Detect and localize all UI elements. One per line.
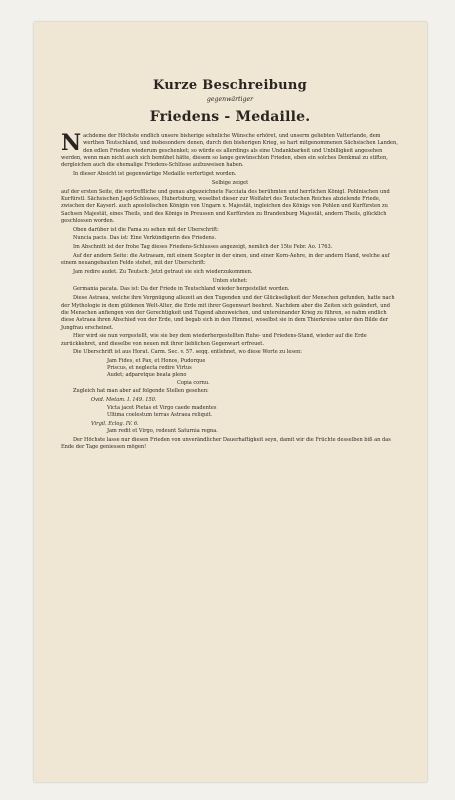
verse-line: Audet; adparetque beata pleno: [107, 372, 187, 379]
paragraph-astraea: Diese Astraea, welche ihre Vergnügung allezeit an den Tugenden und der Glückseligkeit der Menschen gefunden, hatte nach der Mythologie in dem güldenen Welt-Alter, die Erde mit ihrer Gegenwart beehret. Nachdem aber die Zeiten sich geändert, und die Menschen anfiengen von der Gerechtigkeit und Tugend abzuweichen, und untereinander Krieg zu führen, so nahm endlich diese Astraea ihren Abschied von der Erde, und begab sich in den Himmel, woselbst sie in dem Thierkreise unter den Bilde der Jungfrau erscheinet.: [61, 295, 395, 331]
paragraph-fama: Oben darüber ist die Fama zu sehen mit der Uberschrift:: [73, 226, 219, 233]
page-title: Kurze Beschreibung: [153, 78, 307, 93]
verse-line: Copia cornu.: [177, 379, 210, 386]
document-body: [61, 78, 399, 451]
verse-line: Jam redit et Virgo, redeunt Saturnia regna.: [107, 427, 218, 434]
verse-virgil: [107, 428, 399, 435]
paragraph-first-side: auf der ersten Seite, die vortreffliche und genau abgezeichnete Facciata des berühmten und herrlichen Königl. Pohlnischen und Kurfürstl. Sächsischen Jagd-Schlosses, Hubertsburg, woselbst dieser zur Wolfahrt des Teutschen Reiches abzielende Friede, zwischen der Kayserl. auch apostolischen Königin von Ungarn x. Majestät, ingleichen des Königs von Pohlen und Kurfürsten zu Sachsen Majestät, eines Theils, und des Königs in Preussen und Kurfürsten zu Brandenburg Majestät, andern Theils, glücklich geschlossen worden.: [61, 188, 390, 224]
verse-line: Jam Fides, et Pax, et Honos, Pudorque: [107, 357, 206, 364]
paragraph-intro: [61, 130, 399, 170]
verse-line: Priscus, et neglecta redire Virtus: [107, 365, 192, 372]
paragraph-horace: Die Uberschrift ist aus Horat. Carm. Sec. v. 57. seqq. entlehnet, wo diese Worte zu lesen:: [73, 349, 302, 356]
ref-virgil: Virgil. Eclog. IV. 6.: [91, 420, 139, 427]
paragraph-intro-text: achdeme der Höchste endlich unsere bisherige sehnliche Wünsche erhöret, und unserm geliebten Vatterlande, dem werthen Teutschland, und insbesondere denen, durch den bisherigen Krieg, so hart mitgenommenen Sächsischen Landen, den edlen Frieden wiederum geschenket; so würde es allerdings als eine Undankbarkeit und Unbilligkeit angesehen werden, wenn man nicht auch sich bemühet hätte, diesem so lange gewünschten Frieden, eben ein solches Denkmal zu stiften, dergleichen auch die ehemalige Friedens-Schlüsse aufzuweisen haben.: [61, 133, 398, 169]
verse-horace: [107, 358, 399, 387]
verse-line: Victa jacet Pietas et Virgo caede madentes: [107, 404, 217, 411]
verse-line: Ultima coelestum terras Astraea reliquit.: [107, 411, 213, 418]
paragraph-return: Hier wird sie nun vorgestellt, wie sie bey dem wiederhergestellten Ruhe- und Friedens-Stand, wieder auf die Erde zurückkehret, und dieselbe von neuen mit ihrer lieblichen Gegenwart erfreuet.: [61, 333, 367, 347]
ref-ovid: Ovid. Metam. I. 149. 150.: [91, 397, 157, 404]
drop-cap: N: [61, 130, 82, 156]
paragraph-second-side: Auf der andern Seite: die Astraeam, mit einem Scepter in der einen, und einer Korn-Aehre, in der andern Hand, welche auf einem neuangebauten Felde stehet, mit der Uberschrift:: [61, 252, 390, 267]
heading-unten: Unten stehet:: [212, 277, 248, 284]
paragraph-purpose: In dieser Absicht ist gegenwärtige Medaille verfertiget worden.: [73, 171, 237, 178]
quote-germania: Germania pacata. Das ist: Da der Friede in Teutschland wieder hergestellet worden.: [73, 286, 290, 293]
page-title-medal: Friedens - Medaille.: [149, 109, 311, 125]
paragraph-closing: Der Höchste lasse nur diesen Frieden von unverändlicher Dauerhaftigkeit seyn, damit wir die Früchte desselben biß an das Ende der Tage geniessen mögen!: [61, 436, 391, 451]
paragraph-further: Zugleich hat man aber auf folgende Stellen gesehen:: [73, 388, 209, 395]
verse-ovid: [107, 405, 399, 420]
quote-nuncia: Nuncia pacis. Das ist: Eine Verkündigerin des Friedens.: [73, 235, 217, 242]
heading-selbige: Selbige zeiget: [211, 179, 249, 186]
document-sheet: [34, 22, 427, 782]
page-subtitle: gegenwärtiger: [206, 96, 254, 103]
paragraph-exergue: Im Abschnitt ist der frohe Tag dieses Friedens-Schlusses angezeigt, nemlich der 15te Febr. Ao. 1763.: [73, 244, 333, 251]
quote-jam-redire: Jam redire audet. Zu Teutsch: Jetzt getraut sie sich wiederzukommen.: [73, 268, 253, 275]
